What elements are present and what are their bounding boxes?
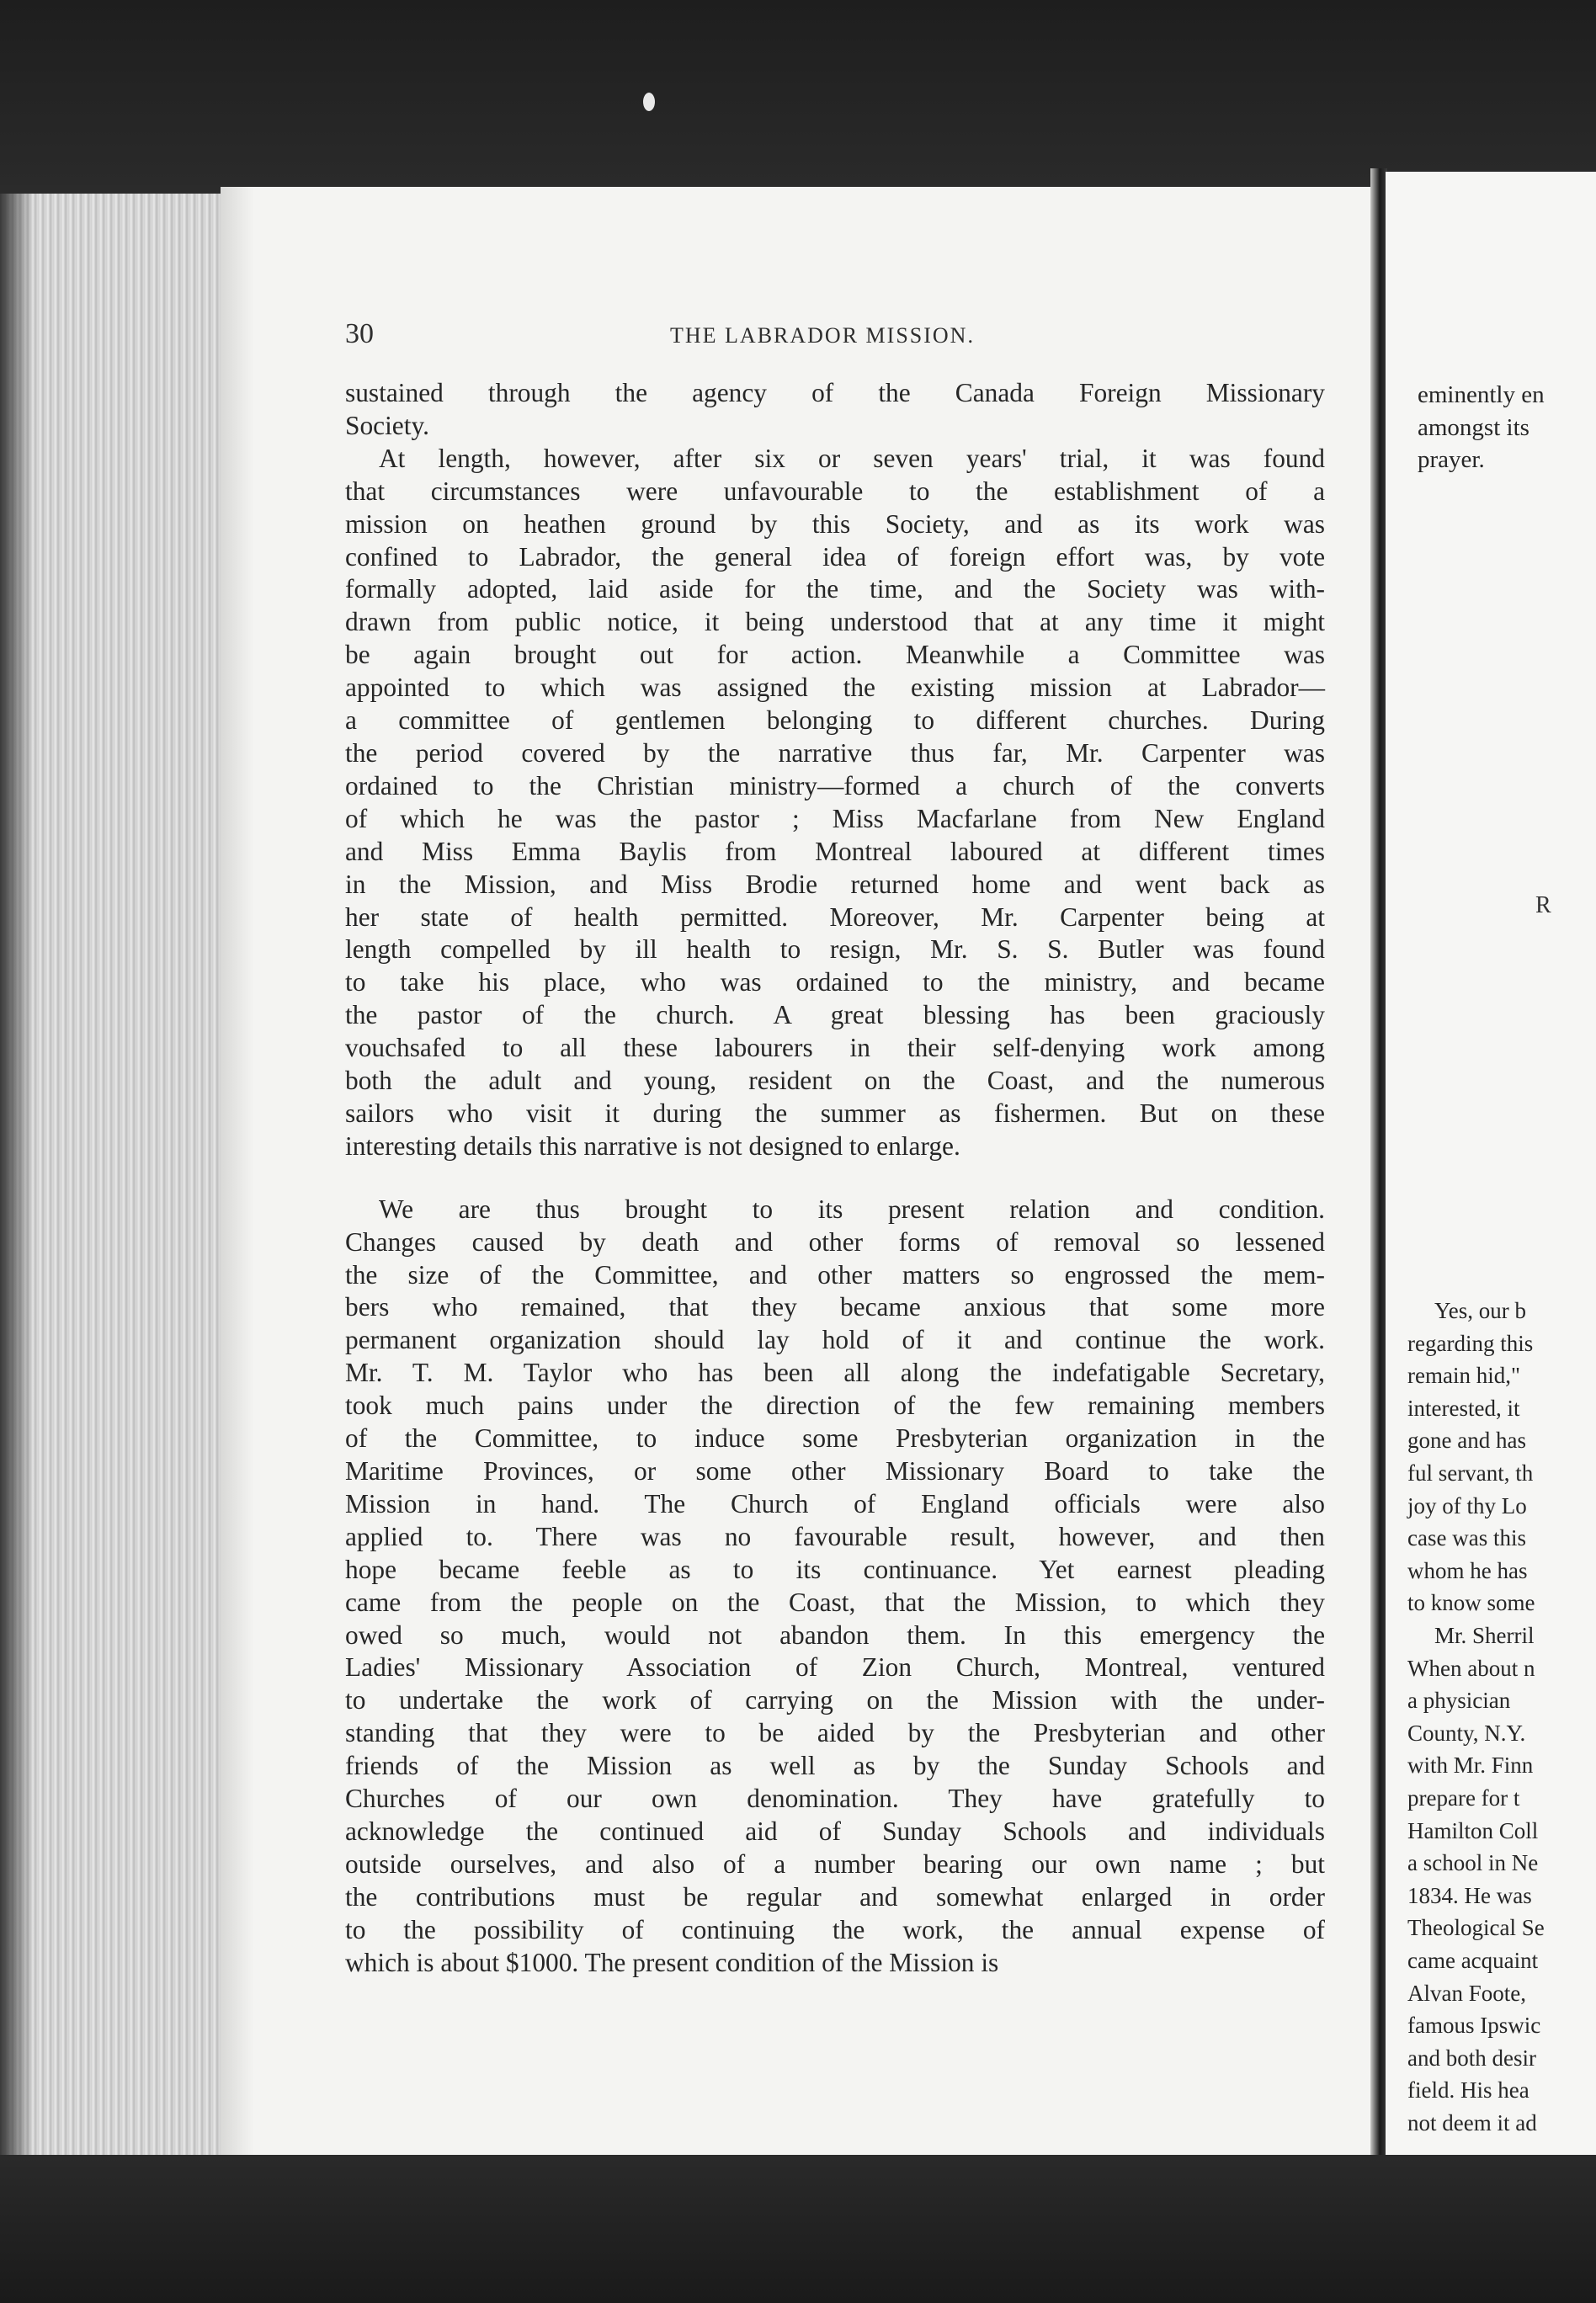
text-line: length compelled by ill health to resign, Mr. S. S. Butler was found	[345, 934, 1325, 965]
text-line: of the Committee, to induce some Presbyterian organization in the	[345, 1423, 1325, 1454]
text-line: drawn from public notice, it being understood that at any time it might	[345, 607, 1325, 637]
right-text-line: field. His hea	[1407, 2077, 1530, 2104]
right-text-line: came acquaint	[1407, 1948, 1539, 1973]
text-line: friends of the Mission as well as by the Sunday Schools and	[345, 1751, 1325, 1781]
text-line: which is about $1000. The present condition of the Mission is	[345, 1947, 999, 1977]
right-text-line: eminently en	[1418, 381, 1545, 408]
text-line: Mission in hand. The Church of England officials were also	[345, 1488, 1325, 1518]
text-line: Maritime Provinces, or some other Missionary Board to take the	[345, 1456, 1325, 1486]
right-text-line: famous Ipswic	[1407, 2013, 1541, 2039]
text-line: of which he was the pastor ; Miss Macfarlane from New England	[345, 803, 1325, 833]
text-line: applied to. There was no favourable result, however, and then	[345, 1521, 1325, 1551]
text-line: owed so much, would not abandon them. In this emergency the	[345, 1620, 1325, 1650]
right-text-line: When about n	[1407, 1655, 1535, 1681]
text-line: confined to Labrador, the general idea of foreign effort was, by vote	[345, 541, 1325, 572]
right-text-line: a physician	[1407, 1688, 1511, 1714]
book-page-edges	[0, 194, 227, 2155]
text-line: her state of health permitted. Moreover, Mr. Carpenter being at	[345, 902, 1325, 932]
text-line: Society.	[345, 410, 429, 440]
text-line: took much pains under the direction of the few remaining members	[345, 1391, 1325, 1421]
right-text-line: to know some	[1407, 1590, 1535, 1616]
right-text-line: prepare for t	[1407, 1785, 1520, 1811]
right-text-line: amongst its	[1418, 413, 1530, 441]
text-line: sustained through the agency of the Canada Foreign Missionary	[345, 378, 1325, 407]
text-line: sailors who visit it during the summer as fishermen. But on these	[345, 1098, 1325, 1128]
text-line: Ladies' Missionary Association of Zion Church, Montreal, ventured	[345, 1652, 1325, 1683]
text-line: to the possibility of continuing the work, the annual expense of	[345, 1914, 1325, 1944]
right-page	[1386, 172, 1596, 2158]
text-line: Changes caused by death and other forms of removal so lessened	[345, 1226, 1325, 1257]
right-text-line: Alvan Foote,	[1407, 1980, 1526, 2006]
text-line: be again brought out for action. Meanwhile a Committee was	[345, 640, 1325, 670]
page-header	[345, 318, 1325, 352]
body-text	[345, 377, 1325, 1980]
text-line: vouchsafed to all these labourers in their self-denying work among	[345, 1033, 1325, 1063]
text-line: hope became feeble as to its continuance. Yet earnest pleading	[345, 1554, 1325, 1584]
right-page-stray-letter: R	[1535, 892, 1551, 918]
right-text-line: 1834. He was	[1407, 1882, 1532, 1908]
text-line: Churches of our own denomination. They have gratefully to	[345, 1784, 1325, 1814]
right-text-line: whom he has	[1407, 1557, 1528, 1583]
text-line: We are thus brought to its present relation and condition.	[379, 1194, 1325, 1224]
text-line: Mr. T. M. Taylor who has been all along the indefatigable Secretary,	[345, 1358, 1325, 1388]
right-text-line: gone and has	[1407, 1428, 1526, 1454]
text-line: acknowledge the continued aid of Sunday Schools and individuals	[345, 1816, 1325, 1846]
right-text-line: joy of thy Lo	[1407, 1492, 1527, 1518]
text-line: the size of the Committee, and other matters so engrossed the mem-	[345, 1259, 1325, 1290]
right-text-line: prayer.	[1418, 446, 1485, 473]
text-line: the contributions must be regular and somewhat enlarged in order	[345, 1881, 1325, 1912]
text-line: a committee of gentlemen belonging to different churches. During	[345, 705, 1325, 736]
text-line: to undertake the work of carrying on the Mission with the under-	[345, 1685, 1325, 1715]
right-text-line: ful servant, th	[1407, 1460, 1534, 1486]
text-line: formally adopted, laid aside for the time, and the Society was with-	[345, 574, 1325, 604]
right-text-line: interested, it	[1407, 1395, 1520, 1421]
text-line: both the adult and young, resident on the Coast, and the numerous	[345, 1066, 1325, 1096]
text-line: permanent organization should lay hold of it and continue the work.	[345, 1325, 1325, 1355]
text-line: ordained to the Christian ministry—formed a church of the converts	[345, 770, 1325, 800]
right-text-line: remain hid,"	[1407, 1363, 1520, 1389]
right-text-line: and both desir	[1407, 2045, 1536, 2071]
text-line: mission on heathen ground by this Society, and as its work was	[345, 508, 1325, 539]
text-line: interesting details this narrative is not designed to enlarge.	[345, 1130, 960, 1161]
right-text-line: Yes, our b	[1434, 1298, 1527, 1323]
right-text-line: County, N.Y.	[1407, 1720, 1526, 1746]
text-line: the pastor of the church. A great blessing has been graciously	[345, 1000, 1325, 1030]
right-text-line: regarding this	[1407, 1330, 1534, 1356]
text-line: and Miss Emma Baylis from Montreal laboured at different times	[345, 836, 1325, 866]
right-text-line: not deem it ad	[1407, 2110, 1537, 2135]
text-line: At length, however, after six or seven years' trial, it was found	[379, 443, 1325, 473]
page-number: 30	[345, 318, 374, 349]
scanner-background-bottom	[0, 2155, 1596, 2303]
running-title: THE LABRADOR MISSION.	[670, 323, 975, 348]
text-line: that circumstances were unfavourable to the establishment of a	[345, 476, 1325, 506]
right-text-line: case was this	[1407, 1525, 1526, 1551]
scan-artifact-dot	[643, 93, 655, 111]
text-line: appointed to which was assigned the existing mission at Labrador—	[345, 673, 1325, 703]
text-line: in the Mission, and Miss Brodie returned home and went back as	[345, 869, 1325, 899]
text-line: standing that they were to be aided by the Presbyterian and other	[345, 1718, 1325, 1748]
text-line: to take his place, who was ordained to the ministry, and became	[345, 967, 1325, 997]
text-line: the period covered by the narrative thus far, Mr. Carpenter was	[345, 737, 1325, 768]
text-line: outside ourselves, and also of a number bearing our own name ; but	[345, 1848, 1325, 1879]
right-text-line: Hamilton Coll	[1407, 1817, 1539, 1843]
right-text-line: Mr. Sherril	[1434, 1623, 1535, 1648]
right-text-line: with Mr. Finn	[1407, 1753, 1534, 1779]
right-text-line: Theological Se	[1407, 1915, 1545, 1941]
right-text-line: a school in Ne	[1407, 1850, 1539, 1876]
scanner-background-top	[0, 0, 1596, 185]
book-spine-gutter	[1370, 168, 1387, 2163]
paragraph-gap	[345, 1163, 1325, 1194]
text-line: came from the people on the Coast, that the Mission, to which they	[345, 1587, 1325, 1617]
text-line: bers who remained, that they became anxious that some more	[345, 1292, 1325, 1322]
